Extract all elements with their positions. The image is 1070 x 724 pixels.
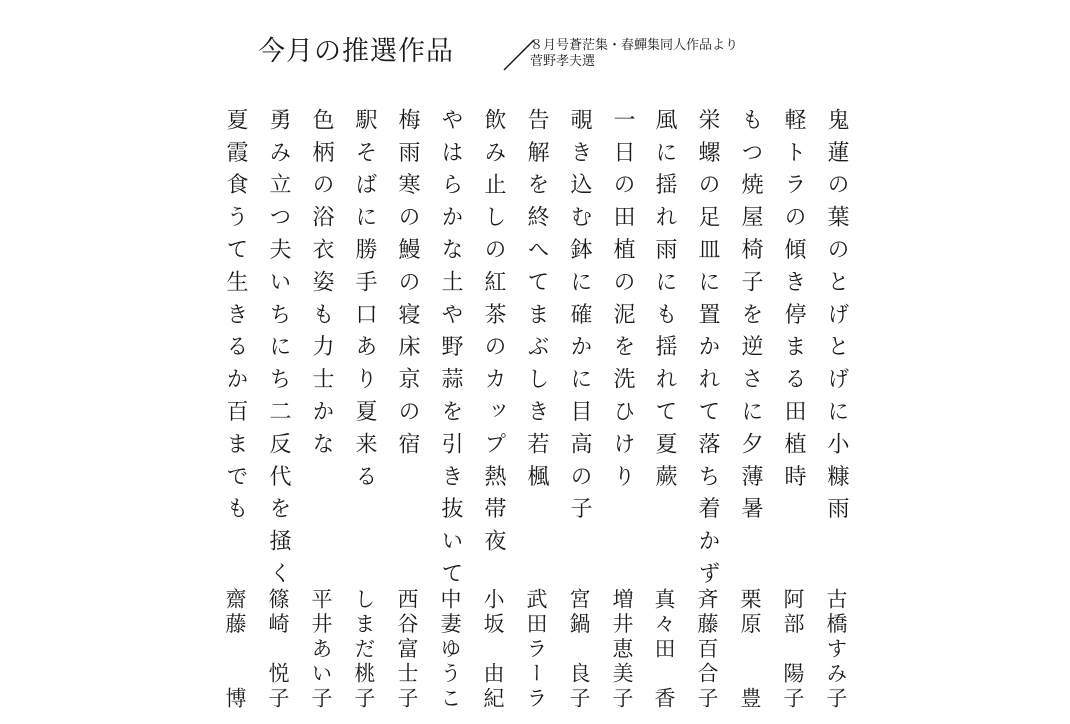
poet-name: しまだ桃子 (352, 588, 376, 708)
haiku-text: 風に揺れ雨にも揺れて夏蕨 (652, 108, 677, 497)
poet-name: 中妻ゆうこ (438, 588, 462, 708)
poem-entry (209, 108, 247, 724)
haiku-text: 梅雨寒の鰻の寝床京の宿 (395, 108, 420, 465)
poet-name: 宮鍋 良子 (567, 588, 591, 708)
haiku-text: 覗き込む鉢に確かに目高の子 (567, 108, 592, 530)
poem-entry (681, 108, 719, 724)
haiku-text: 勇み立つ夫いちにち二反代を掻く (266, 108, 291, 594)
poem-entry (810, 108, 848, 724)
haiku-text: 夏霞食うて生きるか百までも (223, 108, 248, 530)
poem-entry (553, 108, 591, 724)
haiku-text: やはらかな土や野蒜を引き抜いて (438, 108, 463, 594)
poem-entry (724, 108, 762, 724)
haiku-text: 駅そばに勝手口あり夏来る (352, 108, 377, 497)
poet-name: 篠崎 悦子 (266, 588, 290, 708)
poem-entry (510, 108, 548, 724)
haiku-text: もつ焼屋椅子を逆さに夕薄暑 (738, 108, 763, 530)
poet-name: 小坂 由紀 (481, 588, 505, 708)
haiku-text: 告解を終へてまぶしき若楓 (524, 108, 549, 497)
subtitle-selector: 菅野孝夫選 (530, 54, 596, 69)
poem-entry (424, 108, 462, 724)
poet-name: 栗原 豊 (738, 588, 762, 708)
poem-entry (638, 108, 676, 724)
poet-name: 西谷富士子 (395, 588, 419, 708)
haiku-text: 一日の田植の泥を洗ひけり (610, 108, 635, 497)
poem-entry (381, 108, 419, 724)
poet-name: 真々田 香 (652, 588, 676, 708)
poem-entry (252, 108, 290, 724)
poem-entry (767, 108, 805, 724)
haiku-text: 色柄の浴衣姿も力士かな (309, 108, 334, 465)
haiku-text: 飲み止しの紅茶のカップ熱帯夜 (481, 108, 506, 562)
poet-name: 斉藤百合子 (695, 588, 719, 708)
poem-entry (338, 108, 376, 724)
poet-name: 平井あい子 (309, 588, 333, 708)
poet-name: 増井恵美子 (610, 588, 634, 708)
poet-name: 古橋すみ子 (824, 588, 848, 708)
poet-name: 齋藤 博 (223, 588, 247, 708)
poem-list (0, 108, 1070, 724)
poet-name: 阿部 陽子 (781, 588, 805, 708)
poem-entry (467, 108, 505, 724)
haiku-text: 軽トラの傾き停まる田植時 (781, 108, 806, 497)
haiku-text: 鬼蓮の葉のとげとげに小糠雨 (824, 108, 849, 530)
poem-entry (596, 108, 634, 724)
subtitle-source: ８月号蒼茫集・春蟬集同人作品より (530, 38, 739, 53)
poet-name: 武田ラーラ (524, 588, 548, 708)
haiku-text: 栄螺の足皿に置かれて落ち着かず (695, 108, 720, 594)
poem-entry (295, 108, 333, 724)
page-title: 今月の推選作品 (258, 36, 454, 67)
subtitle (530, 38, 738, 70)
